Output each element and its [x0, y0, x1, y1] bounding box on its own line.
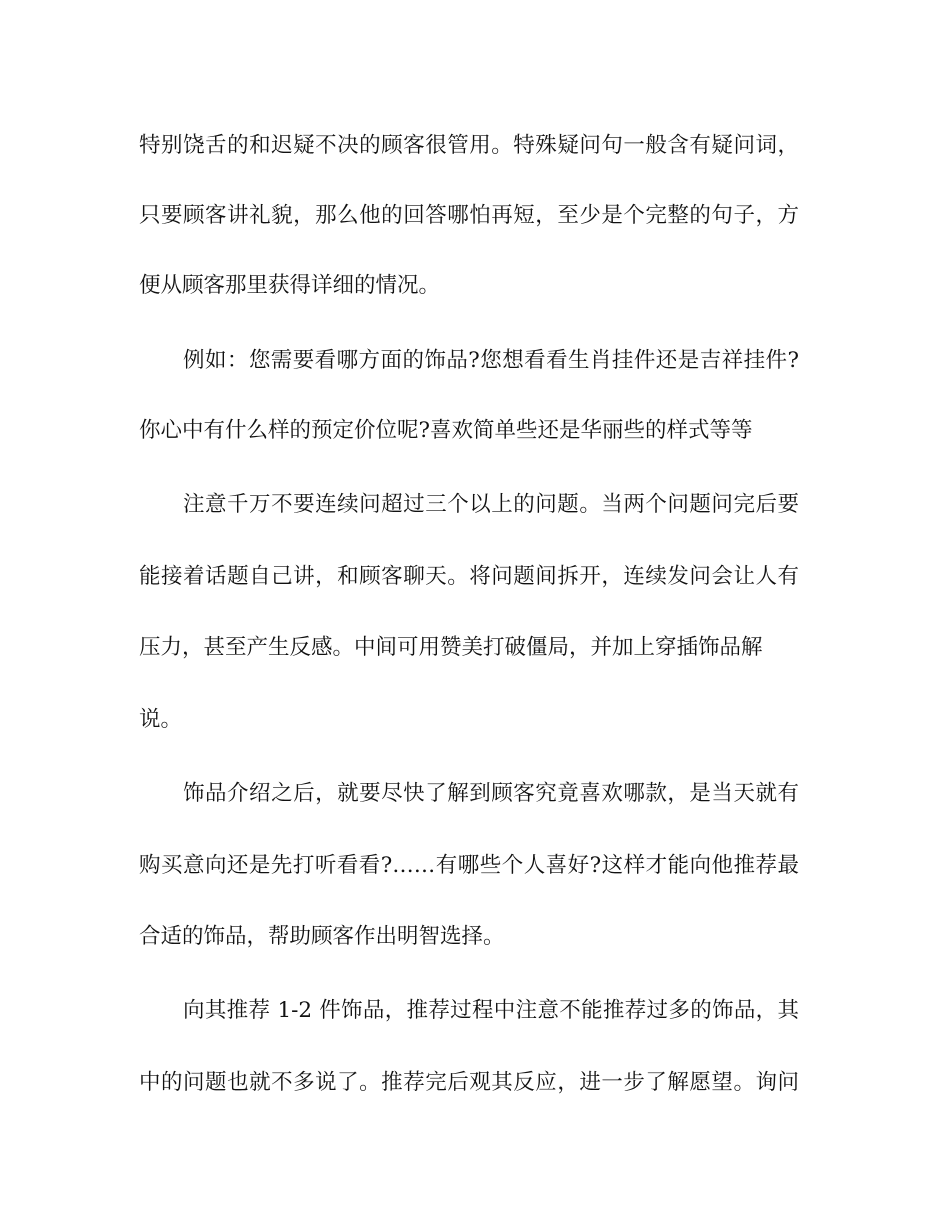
text-line: 购买意向还是先打听看看?……有哪些个人喜好?这样才能向他推荐最 [139, 853, 799, 878]
text-line: 便从顾客那里获得详细的情况。 [139, 273, 441, 298]
text-line: 饰品介绍之后，就要尽快了解到顾客究竟喜欢哪款，是当天就有 [183, 781, 799, 806]
text-line: 说。 [139, 707, 183, 732]
text-line: 特别饶舌的和迟疑不决的顾客很管用。特殊疑问句一般含有疑问词， [139, 133, 799, 158]
text-line: 中的问题也就不多说了。推荐完后观其反应，进一步了解愿望。询问 [139, 1070, 799, 1095]
text-line: 只要顾客讲礼貌，那么他的回答哪怕再短，至少是个完整的句子，方 [139, 203, 799, 228]
text-line: 例如：您需要看哪方面的饰品?您想看看生肖挂件还是吉祥挂件? [183, 348, 799, 373]
text-line: 注意千万不要连续问超过三个以上的问题。当两个问题问完后要 [183, 492, 799, 517]
text-line: 压力，甚至产生反感。中间可用赞美打破僵局，并加上穿插饰品解 [139, 635, 763, 660]
text-line: 能接着话题自己讲，和顾客聊天。将问题间拆开，连续发问会让人有 [139, 564, 799, 589]
text-line: 你心中有什么样的预定价位呢?喜欢简单些还是华丽些的样式等等 [139, 418, 753, 443]
text-line: 合适的饰品，帮助顾客作出明智选择。 [139, 924, 505, 949]
text-line: 向其推荐 1-2 件饰品，推荐过程中注意不能推荐过多的饰品，其 [183, 998, 799, 1023]
